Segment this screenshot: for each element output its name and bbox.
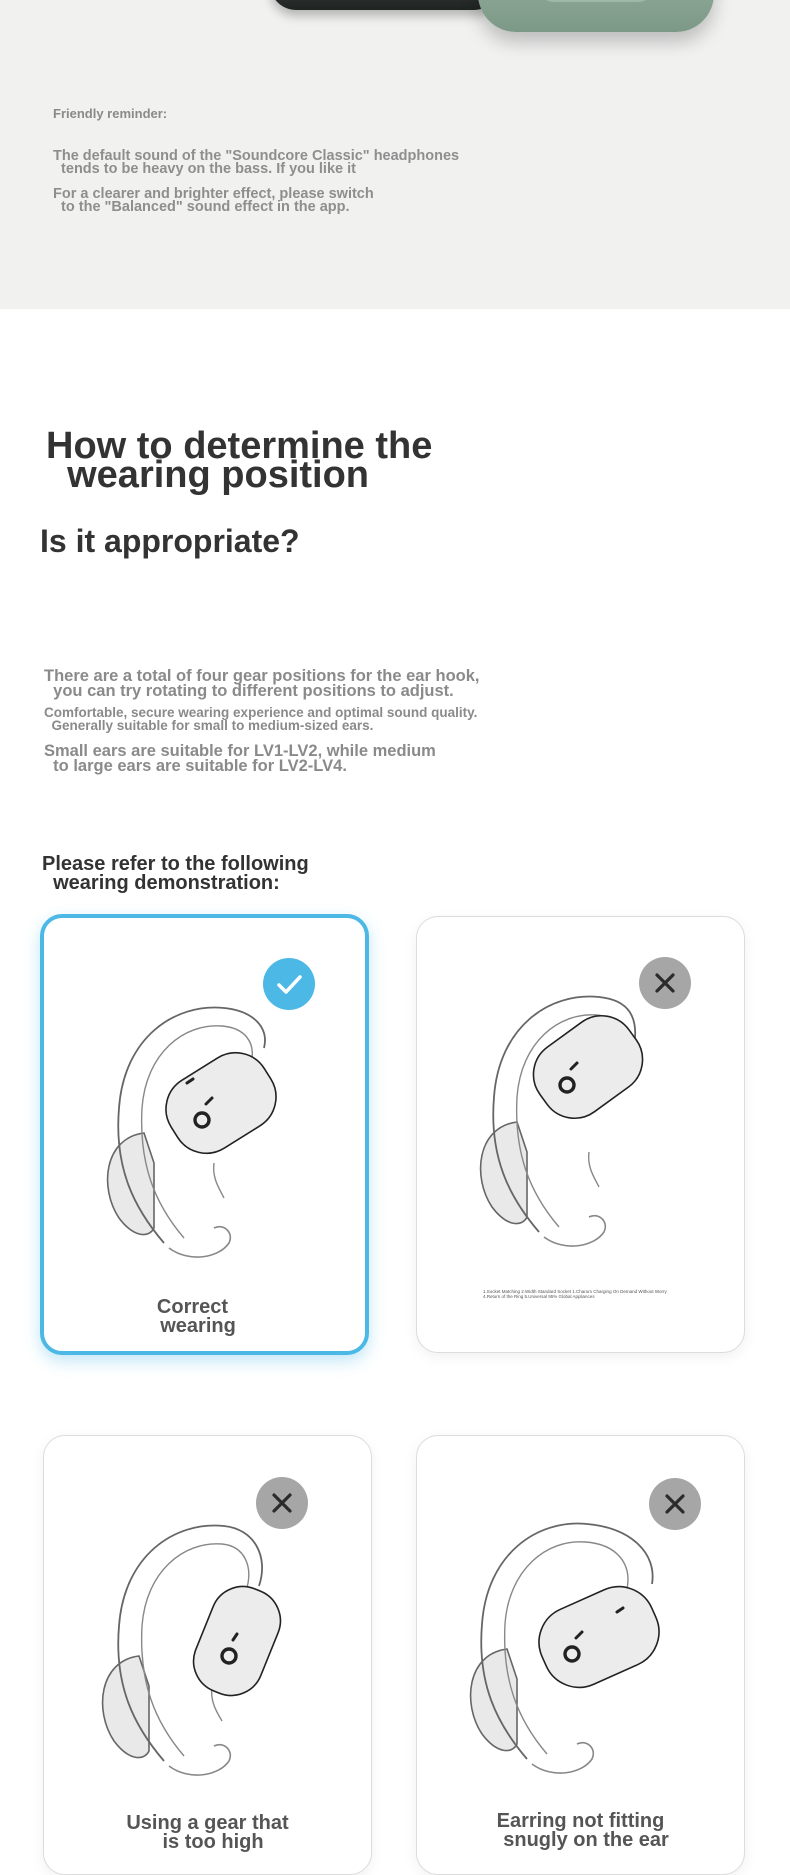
card-correct-wearing bbox=[40, 914, 369, 1355]
page-title: How to determine the wearing position bbox=[46, 425, 433, 496]
feature-caption: 1.Socket Matching 2.Width Standard Socket 1.Charum Charging On Demand Without Worry 4.Return of the Ring 5.Universal 95% Global Appliances bbox=[483, 1289, 667, 1299]
card-label: Using a gear that is too high bbox=[126, 1812, 289, 1853]
ear-illustration bbox=[94, 1506, 294, 1776]
gear-positions-text: There are a total of four gear positions for the ear hook, you can try rotating to different positions to adjust. bbox=[44, 667, 480, 700]
phone-device-image bbox=[270, 0, 500, 10]
card-label: Correct wearing bbox=[156, 1296, 236, 1337]
ear-size-text: Small ears are suitable for LV1-LV2, while medium to large ears are suitable for LV2-LV4. bbox=[44, 742, 436, 775]
reminder-title: Friendly reminder: bbox=[53, 106, 168, 121]
reminder-text-bass: The default sound of the "Soundcore Classic" headphones tends to be heavy on the bass. If you like it bbox=[53, 148, 460, 177]
ear-illustration bbox=[469, 977, 669, 1247]
product-banner bbox=[0, 0, 790, 309]
comfort-text: Comfortable, secure wearing experience and optimal sound quality. Generally suitable for small to medium-sized ears. bbox=[44, 705, 478, 733]
charging-case-image bbox=[478, 0, 714, 32]
reminder-text-balanced: For a clearer and brighter effect, please switch to the "Balanced" sound effect in the app. bbox=[53, 186, 374, 215]
case-lid-highlight bbox=[536, 0, 656, 2]
page-subtitle: Is it appropriate? bbox=[40, 523, 300, 559]
ear-illustration bbox=[457, 1504, 677, 1774]
demo-intro-heading: Please refer to the following wearing demonstration: bbox=[42, 853, 309, 894]
card-not-snug bbox=[416, 1435, 745, 1875]
card-gear-too-high bbox=[43, 1435, 372, 1875]
card-wrong-position bbox=[416, 916, 745, 1353]
ear-illustration bbox=[94, 988, 294, 1258]
card-label: Earring not fitting snugly on the ear bbox=[496, 1810, 669, 1851]
